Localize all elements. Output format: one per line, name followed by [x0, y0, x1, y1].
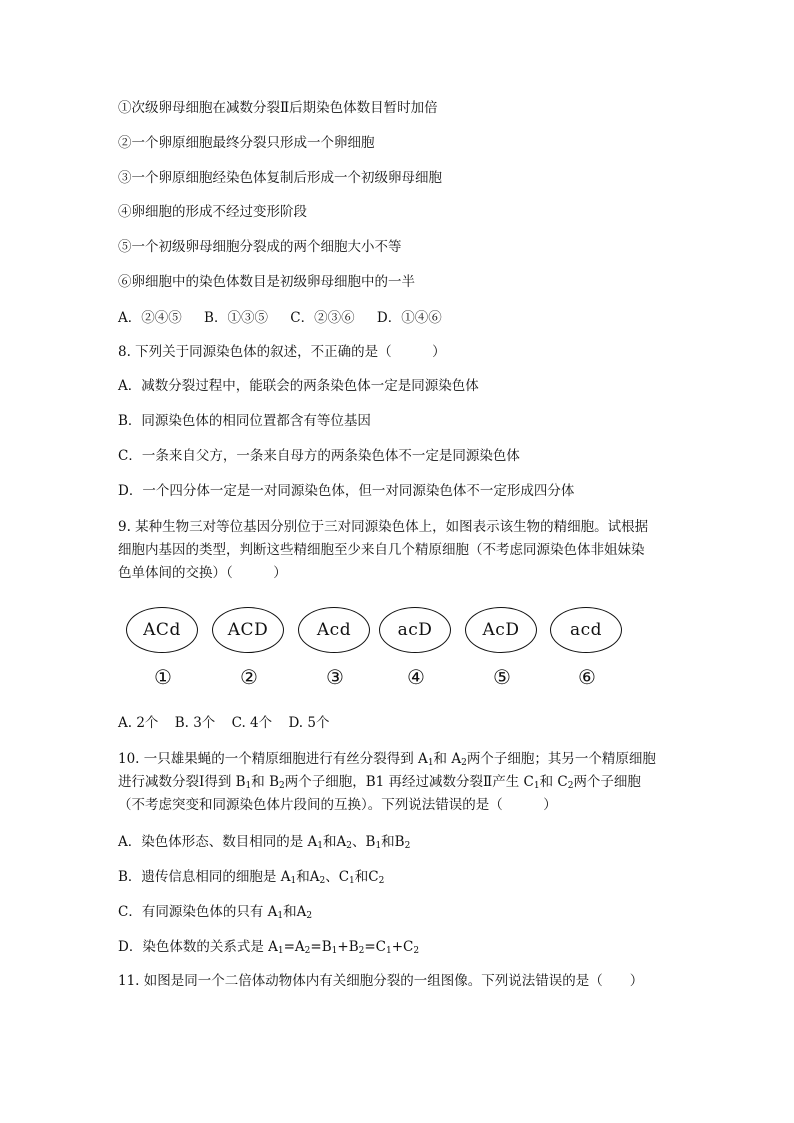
- q7-option-d[interactable]: D．①④⑥: [376, 310, 442, 326]
- q10-option-d[interactable]: D．染色体数的关系式是 $A_1=A_2=B_1+B_2=C_1+C_2$: [118, 939, 420, 956]
- q7-option-b[interactable]: B．①③⑤: [204, 310, 268, 326]
- sperm-cell-4: [379, 607, 453, 689]
- q8-stem: 8. 下列关于同源染色体的叙述，不正确的是（ ）: [118, 344, 446, 360]
- q10-stem-line-2: 进行减数分裂Ⅰ得到 $B_1$和 $B_2$两个子细胞，B1 再经过减数分裂Ⅱ产生 $C_1$和 $C_2$两个子细胞: [118, 774, 641, 791]
- statement-6: ⑥卵细胞中的染色体数目是初级卵母细胞中的一半: [118, 274, 415, 290]
- q10-stem-line-1: 10. 一只雄果蝇的一个精原细胞进行有丝分裂得到 $A_1$和 $A_2$两个子细胞；其另一个精原细胞: [118, 751, 656, 768]
- sperm-cell-3: [298, 607, 372, 689]
- q9-stem: [118, 516, 678, 585]
- cell-oval: ACD: [212, 607, 284, 653]
- sperm-cell-1: [126, 607, 200, 689]
- q7-option-a[interactable]: A．②④⑤: [118, 310, 182, 326]
- q9-option-a[interactable]: A. 2个: [118, 715, 159, 731]
- q10-stem-line-3: （不考虑突变和同源染色体片段间的互换）。下列说法错误的是（ ）: [118, 797, 557, 813]
- q10-stem: [118, 748, 678, 817]
- q7-options: [118, 308, 460, 328]
- q9-stem-line-2: 细胞内基因的类型，判断这些精细胞至少来自几个精原细胞（不考虑同源染色体非姐妹染: [118, 542, 645, 558]
- cell-number: ⑥: [578, 665, 596, 689]
- q9-stem-line-3: 色单体间的交换）（ ）: [118, 565, 287, 581]
- cell-oval: Acd: [298, 607, 370, 653]
- statement-1: ①次级卵母细胞在减数分裂Ⅱ后期染色体数目暂时加倍: [118, 100, 438, 116]
- q11-stem: 11. 如图是同一个二倍体动物体内有关细胞分裂的一组图像。下列说法错误的是（ ）: [118, 973, 644, 989]
- q8-option-a[interactable]: A．减数分裂过程中，能联会的两条染色体一定是同源染色体: [118, 378, 479, 394]
- cell-number: ②: [240, 665, 258, 689]
- sperm-cell-figure: [126, 607, 626, 692]
- cell-number: ①: [154, 665, 172, 689]
- q9-option-c[interactable]: C. 4个: [231, 715, 273, 731]
- q8-option-b[interactable]: B．同源染色体的相同位置都含有等位基因: [118, 413, 371, 429]
- cell-number: ⑤: [493, 665, 511, 689]
- q9-options: [118, 713, 341, 733]
- q9-option-b[interactable]: B. 3个: [174, 715, 216, 731]
- statement-4: ④卵细胞的形成不经过变形阶段: [118, 204, 307, 220]
- sperm-cell-6: [550, 607, 624, 689]
- cell-oval: ACd: [126, 607, 198, 653]
- cell-oval: AcD: [465, 607, 537, 653]
- q10-option-a[interactable]: A．染色体形态、数目相同的是 $A_1$和$A_2$、$B_1$和$B_2$: [118, 834, 411, 851]
- statement-2: ②一个卵原细胞最终分裂只形成一个卵细胞: [118, 135, 375, 151]
- q10-option-c[interactable]: C．有同源染色体的只有 $A_1$和$A_2$: [118, 904, 313, 921]
- q7-option-c[interactable]: C．②③⑥: [290, 310, 355, 326]
- statement-5: ⑤一个初级卵母细胞分裂成的两个细胞大小不等: [118, 239, 402, 255]
- cell-number: ④: [407, 665, 425, 689]
- cell-oval: acd: [550, 607, 622, 653]
- q8-option-c[interactable]: C．一条来自父方，一条来自母方的两条染色体不一定是同源染色体: [118, 448, 520, 464]
- cell-number: ③: [326, 665, 344, 689]
- q10-option-b[interactable]: B．遗传信息相同的细胞是 $A_1$和$A_2$、$C_1$和$C_2$: [118, 869, 385, 886]
- sperm-cell-2: [212, 607, 286, 689]
- q9-stem-line-1: 9. 某种生物三对等位基因分别位于三对同源染色体上，如图表示该生物的精细胞。试根据: [118, 519, 649, 535]
- q9-option-d[interactable]: D. 5个: [288, 715, 330, 731]
- cell-oval: acD: [379, 607, 451, 653]
- sperm-cell-5: [465, 607, 539, 689]
- q8-option-d[interactable]: D．一个四分体一定是一对同源染色体，但一对同源染色体不一定形成四分体: [118, 483, 575, 499]
- statement-3: ③一个卵原细胞经染色体复制后形成一个初级卵母细胞: [118, 170, 442, 186]
